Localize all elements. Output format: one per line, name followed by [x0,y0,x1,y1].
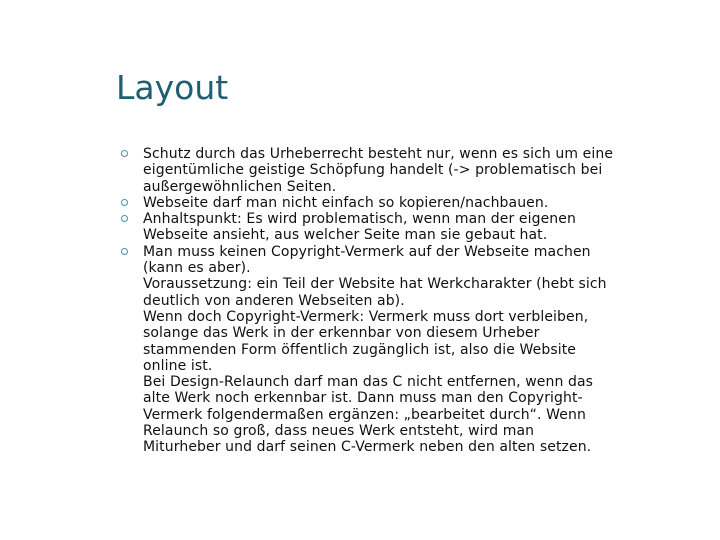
bullet-text-line: Miturheber und darf seinen C-Vermerk neben den alten setzen. [143,439,592,456]
bullet-text-line: eigentümliche geistige Schöpfung handelt (-> problematisch bei [143,162,603,179]
bullet-text-line: Vermerk folgendermaßen ergänzen: „bearbeitet durch“. Wenn [143,406,586,423]
bullet-text-line: solange das Werk in der erkennbar von diesem Urheber [143,325,540,342]
bullet-text-line: alte Werk noch erkennbar ist. Dann muss man den Copyright- [143,390,583,407]
bullet-text-line: Webseite ansieht, aus welcher Seite man sie gebaut hat. [143,227,548,244]
bullet-list [118,146,688,456]
bullet-circle-icon [121,199,128,206]
bullet-text-line: deutlich von anderen Webseiten ab). [143,292,405,309]
bullet-text-line: Webseite darf man nicht einfach so kopieren/nachbauen. [143,194,549,211]
bullet-circle-icon [121,150,128,157]
bullet-text-line: online ist. [143,357,213,374]
bullet-text-line: Schutz durch das Urheberrecht besteht nur, wenn es sich um eine [143,146,614,162]
bullet-text-line: stammenden Form öffentlich zugänglich ist, also die Website [143,341,577,358]
bullet-text-line: Voraussetzung: ein Teil der Website hat Werkcharakter (hebt sich [143,276,607,293]
bullet-text-line: außergewöhnlichen Seiten. [143,178,337,195]
bullet-text-line: Wenn doch Copyright-Vermerk: Vermerk muss dort verbleiben, [143,308,589,325]
bullet-item [118,211,688,244]
bullet-item [118,195,688,211]
bullet-item [118,244,688,456]
bullet-item [118,146,688,195]
bullet-text-line: Bei Design-Relaunch darf man das C nicht entfernen, wenn das [143,374,594,391]
bullet-text-line: (kann es aber). [143,260,251,277]
bullet-circle-icon [121,215,128,222]
bullet-circle-icon [121,248,128,255]
bullet-text-line: Relaunch so groß, dass neues Werk entsteht, wird man [143,423,535,440]
bullet-text-line: Man muss keinen Copyright-Vermerk auf der Webseite machen [143,243,591,260]
slide-title: Layout [116,68,229,107]
bullet-text-line: Anhaltspunkt: Es wird problematisch, wenn man der eigenen [143,211,576,228]
